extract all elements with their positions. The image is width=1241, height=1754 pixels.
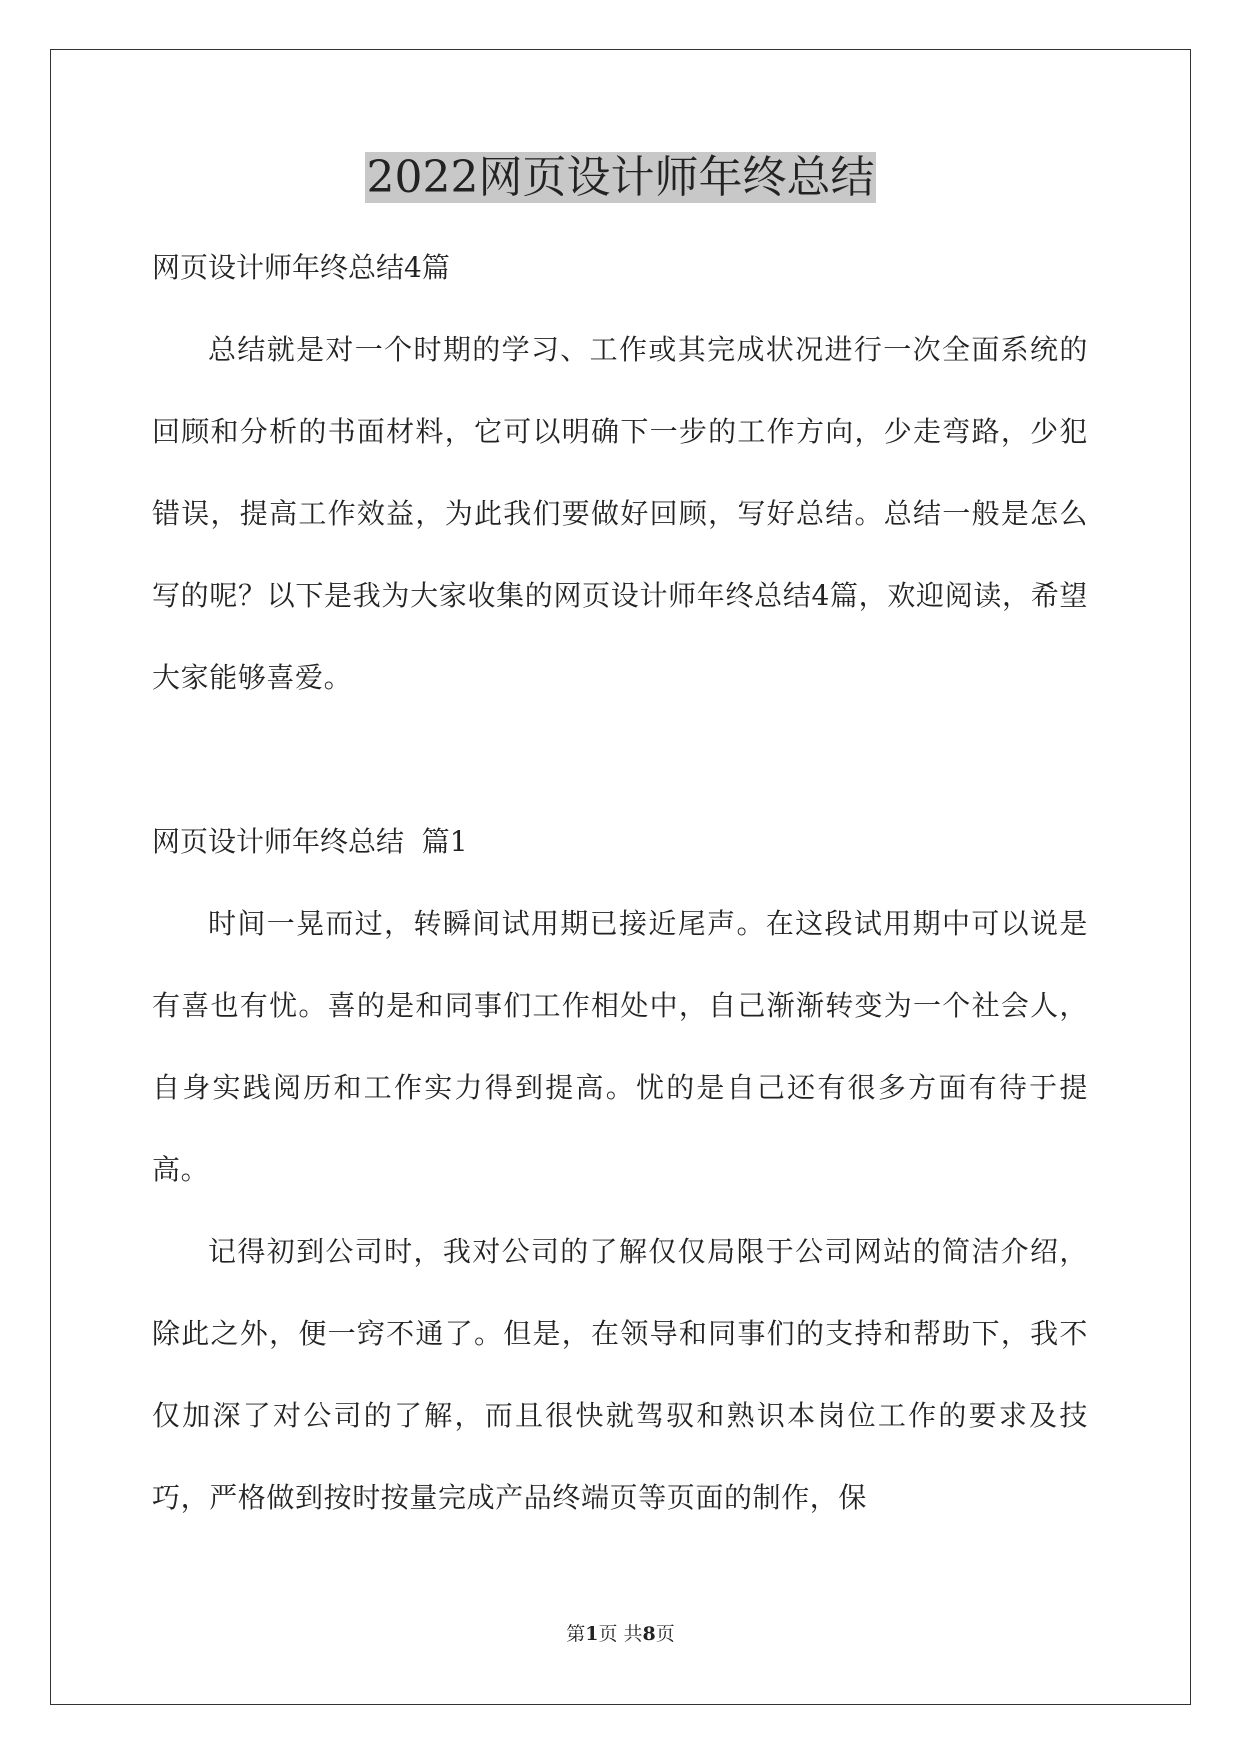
- document-body: [152, 227, 1088, 1539]
- page-number-suffix: 页: [655, 1623, 675, 1645]
- current-page-number: 1: [585, 1623, 599, 1645]
- page-number-prefix: 第: [566, 1623, 586, 1645]
- page-footer: [0, 1622, 1241, 1646]
- body-paragraph: 时间一晃而过，转瞬间试用期已接近尾声。在这段试用期中可以说是有喜也有忧。喜的是和同事们工作相处中，自己渐渐转变为一个社会人，自身实践阅历和工作实力得到提高。忧的是自己还有很多方面有待于提高。: [152, 907, 1088, 1186]
- intro-paragraph: 总结就是对一个时期的学习、工作或其完成状况进行一次全面系统的回顾和分析的书面材料，它可以明确下一步的工作方向，少走弯路，少犯错误，提高工作效益，为此我们要做好回顾，写好总结。总结一般是怎么写的呢？以下是我为大家收集的网页设计师年终总结4篇，欢迎阅读，希望大家能够喜爱。: [152, 333, 1088, 694]
- section-heading: 网页设计师年终总结 篇1: [152, 825, 468, 858]
- section-spacer: [152, 719, 1088, 801]
- body-paragraph: 记得初到公司时，我对公司的了解仅仅局限于公司网站的简洁介绍，除此之外，便一窍不通了。但是，在领导和同事们的支持和帮助下，我不仅加深了对公司的了解，而且很快就驾驭和熟识本岗位工作的要求及技巧，严格做到按时按量完成产品终端页等页面的制作，保: [152, 1235, 1088, 1514]
- document-title-text: 2022网页设计师年终总结: [366, 152, 875, 203]
- document-title: [0, 148, 1241, 208]
- document-subtitle: 网页设计师年终总结4篇: [152, 251, 450, 284]
- page-number-middle: 页 共: [598, 1623, 643, 1645]
- total-page-number: 8: [642, 1623, 656, 1645]
